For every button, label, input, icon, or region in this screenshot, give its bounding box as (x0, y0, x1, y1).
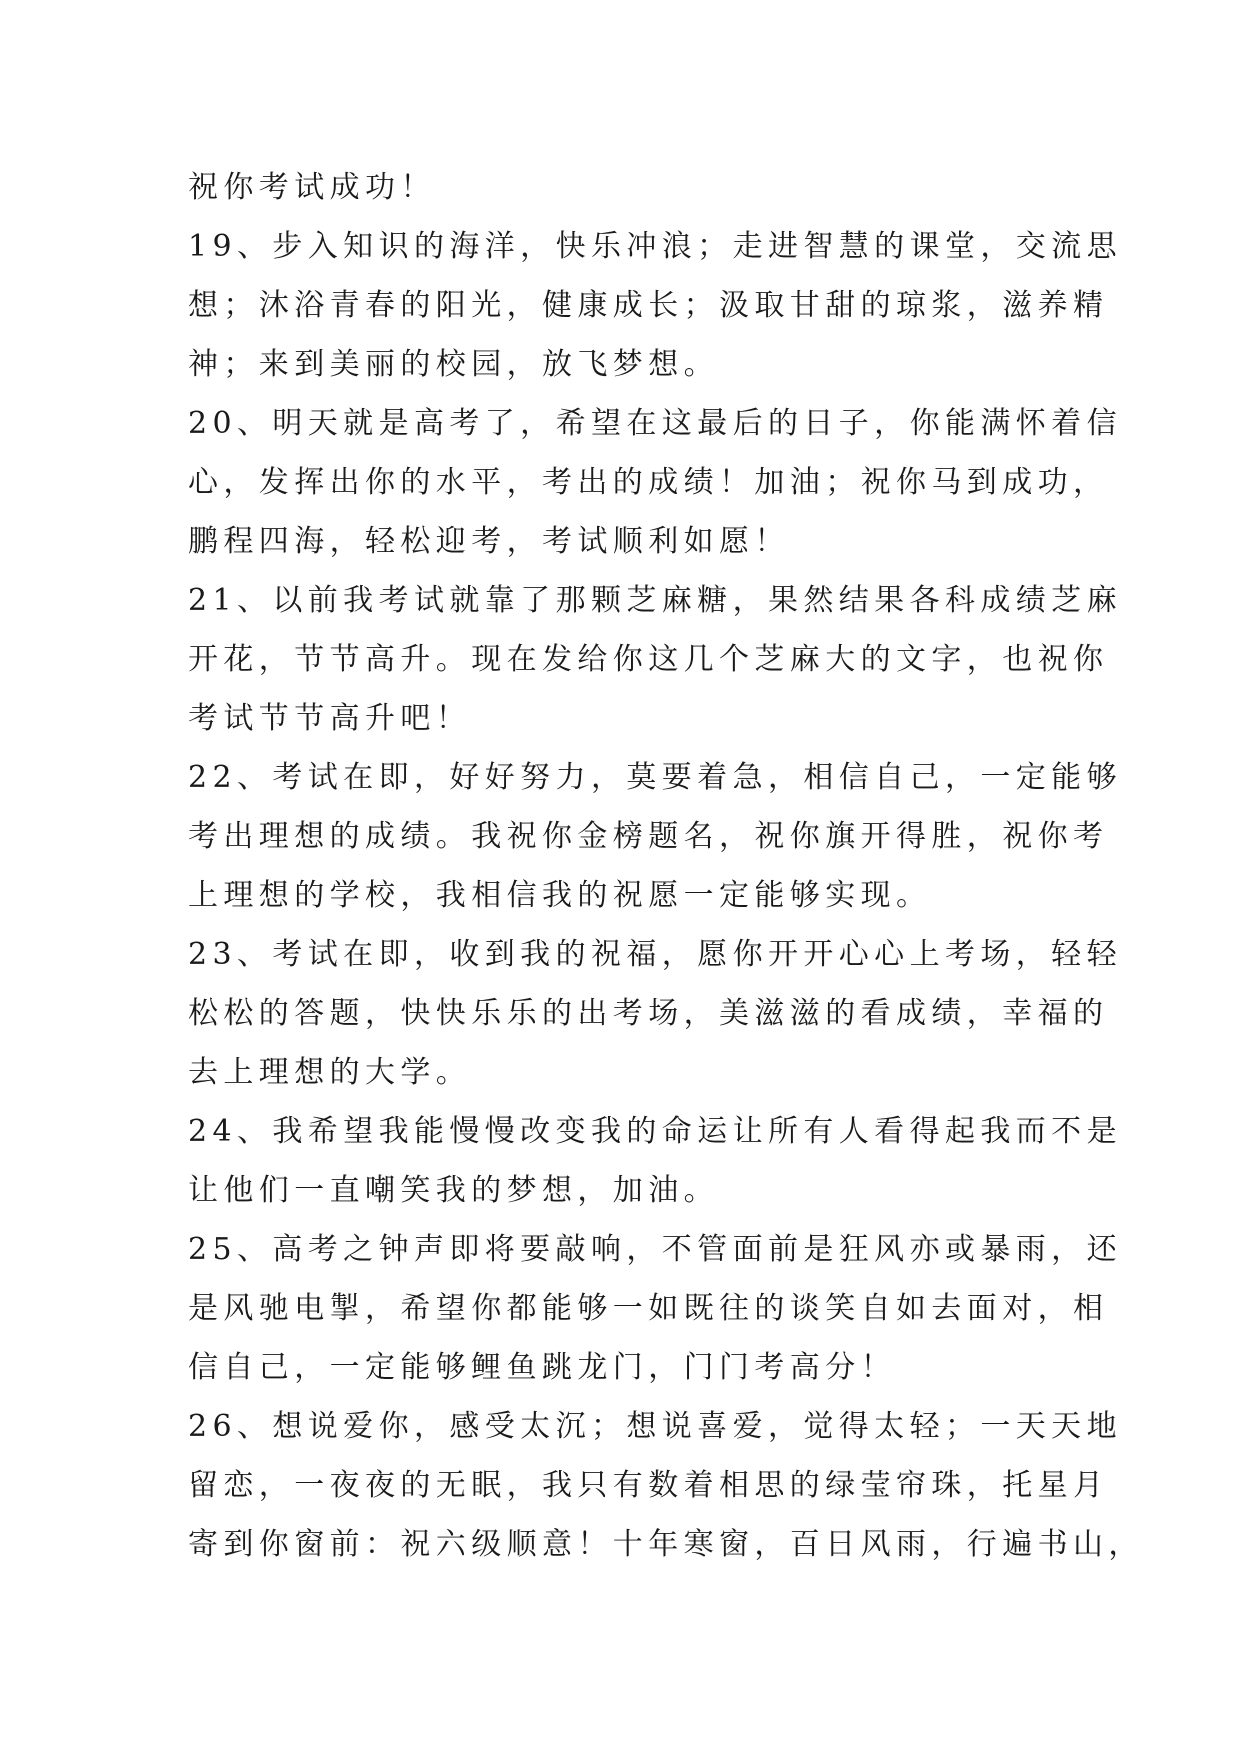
text-line: 21、以前我考试就靠了那颗芝麻糖，果然结果各科成绩芝麻 (188, 583, 1122, 618)
text-line: 考试节节高升吧！ (188, 701, 472, 736)
text-line: 22、考试在即，好好努力，莫要着急，相信自己，一定能够 (188, 760, 1122, 795)
text-line: 去上理想的大学。 (188, 1055, 472, 1090)
text-line: 24、我希望我能慢慢改变我的命运让所有人看得起我而不是 (188, 1114, 1122, 1149)
text-line: 想；沐浴青春的阳光，健康成长；汲取甘甜的琼浆，滋养精 (188, 288, 1109, 323)
text-line: 19、步入知识的海洋，快乐冲浪；走进智慧的课堂，交流思 (188, 229, 1122, 264)
text-line: 25、高考之钟声即将要敲响，不管面前是狂风亦或暴雨，还 (188, 1232, 1122, 1267)
text-line: 心，发挥出你的水平，考出的成绩！加油；祝你马到成功， (188, 465, 1109, 500)
text-line: 让他们一直嘲笑我的梦想，加油。 (188, 1173, 719, 1208)
text-line: 寄到你窗前：祝六级顺意！十年寒窗，百日风雨，行遍书山， (188, 1527, 1144, 1562)
text-line: 考出理想的成绩。我祝你金榜题名，祝你旗开得胜，祝你考 (188, 819, 1109, 854)
text-line: 开花，节节高升。现在发给你这几个芝麻大的文字，也祝你 (188, 642, 1109, 677)
text-line: 信自己，一定能够鲤鱼跳龙门，门门考高分！ (188, 1350, 896, 1385)
document-body (188, 158, 1144, 1574)
text-line: 神；来到美丽的校园，放飞梦想。 (188, 347, 719, 382)
text-line: 松松的答题，快快乐乐的出考场，美滋滋的看成绩，幸福的 (188, 996, 1109, 1031)
text-line: 上理想的学校，我相信我的祝愿一定能够实现。 (188, 878, 932, 913)
text-line: 26、想说爱你，感受太沉；想说喜爱，觉得太轻；一天天地 (188, 1409, 1122, 1444)
text-line: 祝你考试成功！ (188, 170, 436, 205)
text-line: 是风驰电掣，希望你都能够一如既往的谈笑自如去面对，相 (188, 1291, 1109, 1326)
text-line: 23、考试在即，收到我的祝福，愿你开开心心上考场，轻轻 (188, 937, 1122, 972)
text-line: 留恋，一夜夜的无眠，我只有数着相思的绿莹帘珠，托星月 (188, 1468, 1109, 1503)
text-line: 20、明天就是高考了，希望在这最后的日子，你能满怀着信 (188, 406, 1122, 441)
text-line: 鹏程四海，轻松迎考，考试顺利如愿！ (188, 524, 790, 559)
